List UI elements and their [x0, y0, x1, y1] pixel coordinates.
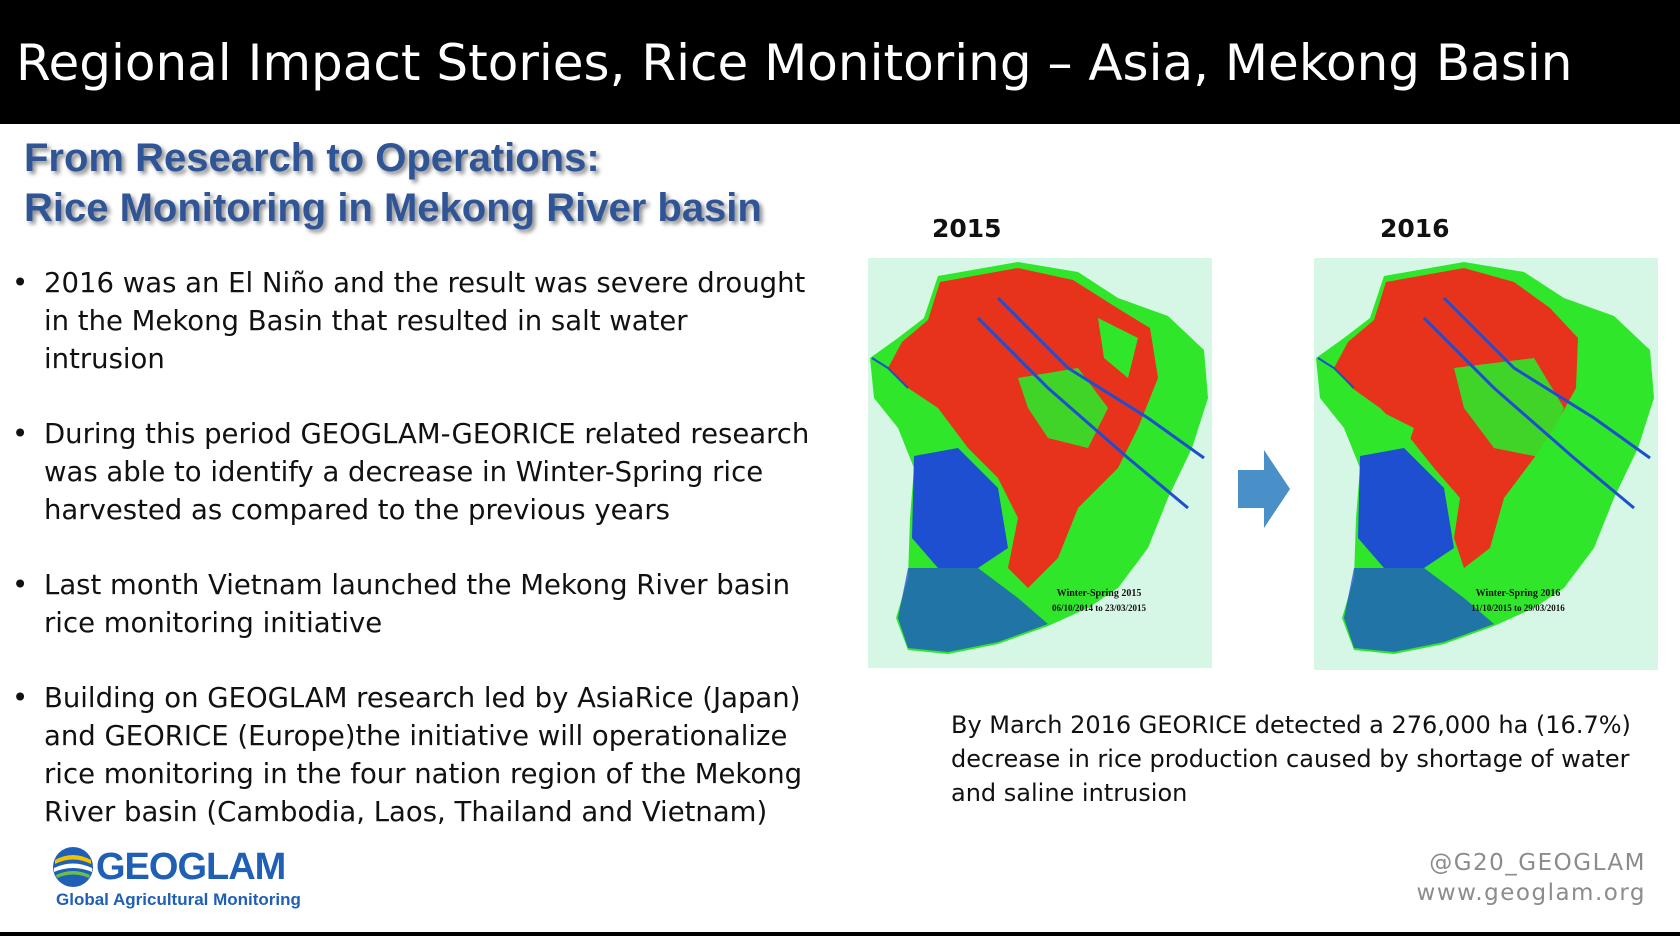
logo-tagline: Global Agricultural Monitoring: [56, 890, 301, 909]
map-dates-2016: 11/10/2015 to 29/03/2016: [1471, 603, 1565, 613]
bullet-marker: •: [12, 418, 29, 450]
title-bar: [0, 0, 1680, 124]
rice-map-2015: [868, 258, 1212, 668]
subtitle-line-2: Rice Monitoring in Mekong River basin: [24, 186, 762, 230]
bullet-marker: •: [12, 682, 29, 714]
bottom-divider: [0, 932, 1680, 936]
bullet-item: [10, 415, 810, 529]
subtitle-line-1: From Research to Operations:: [24, 136, 600, 180]
bullet-item: [10, 566, 810, 642]
geoglam-globe-icon: [52, 846, 94, 888]
bullet-text: Building on GEOGLAM research led by AsiaRice (Japan) and GEORICE (Europe)the initiative will operationalize rice monitoring in the four nation region of the Mekong River basin (Cambodia, Laos, Thailand and Vietnam): [44, 682, 803, 828]
bullet-list: [10, 264, 810, 868]
map-year-label-2016: 2016: [1380, 214, 1450, 243]
slide-title: Regional Impact Stories, Rice Monitoring – Asia, Mekong Basin: [16, 34, 1573, 92]
map-season-2015: Winter-Spring 2015: [1056, 588, 1142, 599]
map-year-label-2015: 2015: [932, 214, 1002, 243]
bullet-text: Last month Vietnam launched the Mekong River basin rice monitoring initiative: [44, 569, 791, 639]
bullet-item: [10, 679, 810, 831]
rice-map-2016: [1314, 258, 1658, 670]
website-link[interactable]: www.geoglam.org: [1416, 880, 1646, 906]
bullet-marker: •: [12, 267, 29, 299]
map-caption-2016: [1438, 586, 1598, 616]
bullet-text: During this period GEOGLAM-GEORICE related research was able to identify a decrease in Winter-Spring rice harvested as compared to the previous years: [44, 418, 810, 526]
twitter-handle[interactable]: @G20_GEOGLAM: [1429, 850, 1646, 876]
right-arrow-icon: [1236, 448, 1292, 530]
map-dates-2015: 06/10/2014 to 23/03/2015: [1052, 603, 1146, 613]
bullet-text: 2016 was an El Niño and the result was severe drought in the Mekong Basin that resulted in salt water intrusion: [44, 267, 806, 375]
map-season-2016: Winter-Spring 2016: [1475, 588, 1561, 599]
bullet-item: [10, 264, 810, 378]
result-text: By March 2016 GEORICE detected a 276,000 ha (16.7%) decrease in rice production caused by shortage of water and saline intrusion: [951, 711, 1631, 807]
contact-info: [1417, 848, 1646, 908]
map-caption-2015: [1004, 586, 1194, 616]
bullet-marker: •: [12, 569, 29, 601]
slide-subtitle: [24, 133, 762, 233]
logo-wordmark: GEOGLAM: [96, 846, 286, 888]
